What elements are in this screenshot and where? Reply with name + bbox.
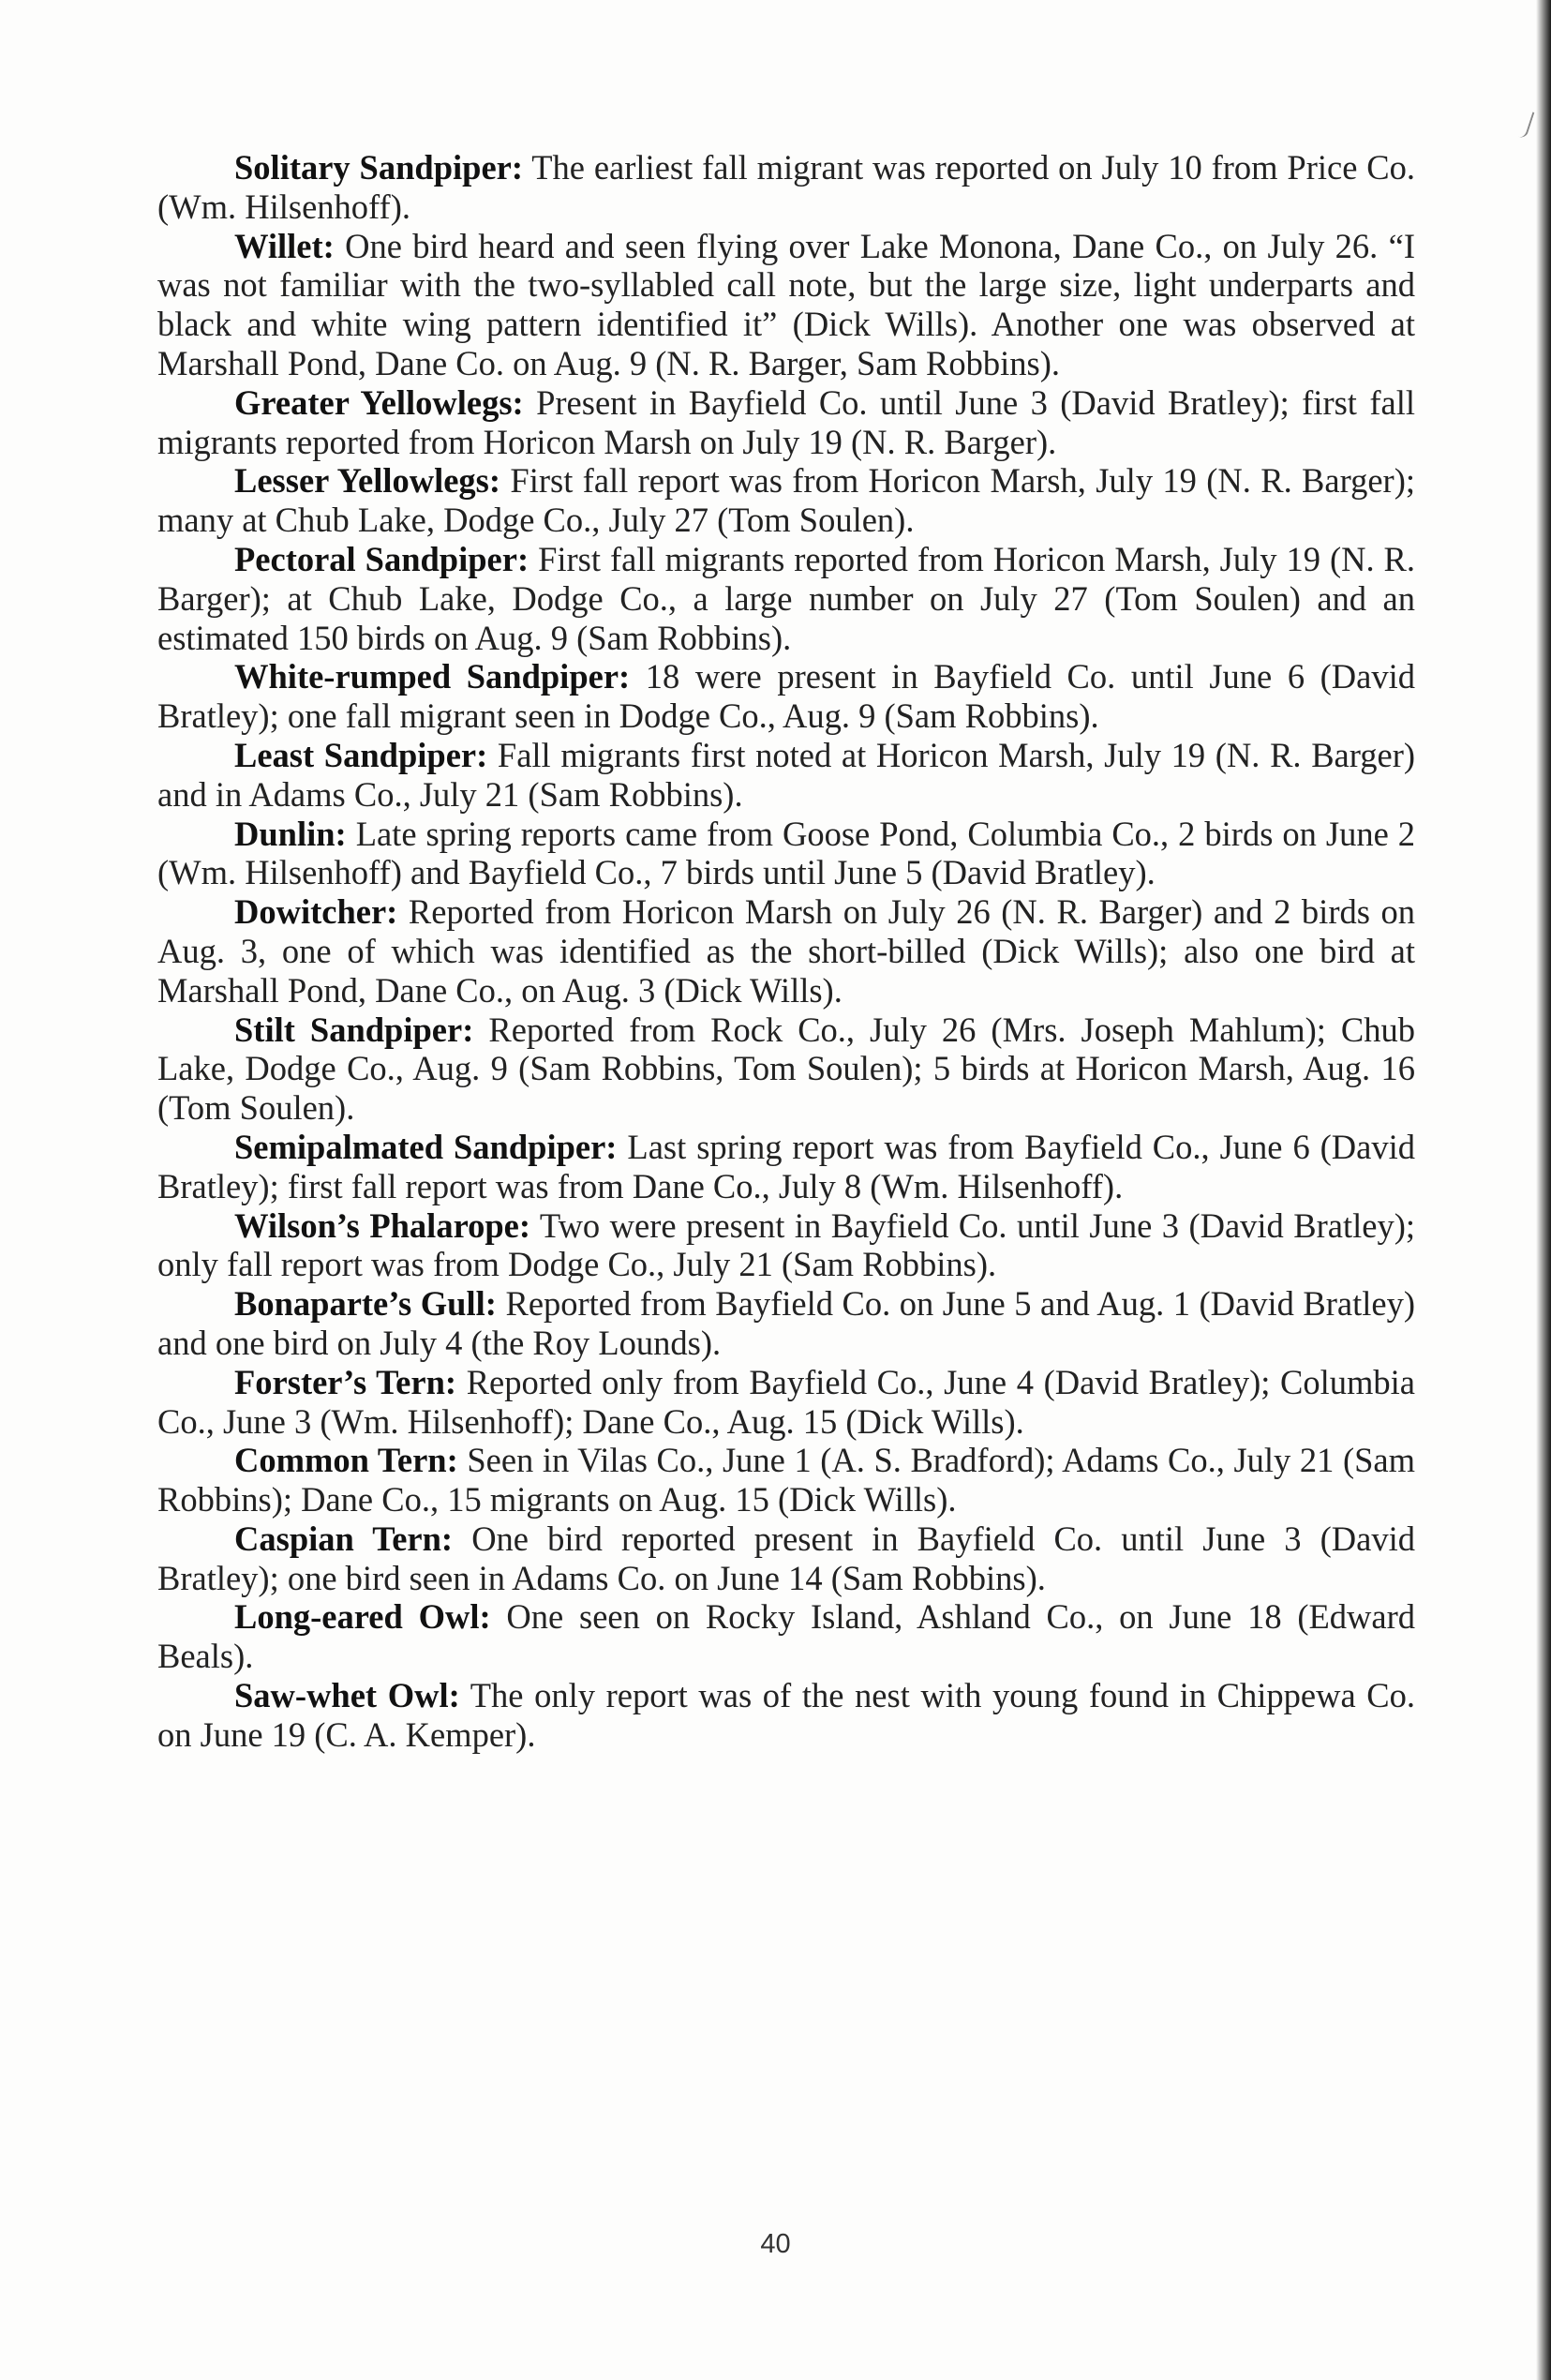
page-edge-mark xyxy=(1519,110,1535,139)
entry-white-rumped-sandpiper xyxy=(157,657,1415,736)
species-name: Willet: xyxy=(234,226,335,265)
entry-text: One bird reported present in Bayfield Co. until June 3 (David Bratley); one bird seen in Adams Co. on June 14 (Sam Robbins). xyxy=(157,1519,1416,1597)
entry-text: Fall migrants first noted at Horicon Marsh, July 19 (N. R. Barger) and in Adams Co., July 21 (Sam Robbins). xyxy=(157,735,1415,814)
species-name: Pectoral Sandpiper: xyxy=(234,539,529,578)
species-name: Dowitcher: xyxy=(234,892,398,932)
entry-text: Present in Bayfield Co. until June 3 (David Bratley); first fall migrants reported from Horicon Marsh on July 19 (N. R. Barger). xyxy=(157,382,1415,461)
entry-dowitcher xyxy=(157,892,1415,1010)
species-name: White-rumped Sandpiper: xyxy=(234,657,631,696)
entry-greater-yellowlegs xyxy=(157,383,1415,462)
entry-text: One bird heard and seen flying over Lake Monona, Dane Co., on July 26. “I was not familiar with the two-syllabled call note, but the large size, light underparts and black and white wing pattern identified it” (Dick Wills). Another one was observed at Marshall Pond, Dane Co. on Aug. 9 (N. R. Barger, Sam Robbins). xyxy=(157,226,1416,382)
species-name: Solitary Sandpiper: xyxy=(234,148,524,187)
species-name: Bonaparte’s Gull: xyxy=(234,1284,497,1324)
field-notes-body xyxy=(157,148,1415,1755)
species-name: Lesser Yellowlegs: xyxy=(234,461,501,501)
species-name: Caspian Tern: xyxy=(234,1519,454,1558)
page-edge-shadow xyxy=(1536,0,1551,2380)
entry-stilt-sandpiper xyxy=(157,1010,1415,1128)
entry-text: Reported from Horicon Marsh on July 26 (N. R. Barger) and 2 birds on Aug. 3, one of which was identified as the short-billed (Dick Wills); also one bird at Marshall Pond, Dane Co., on Aug. 3 (Dick Wills). xyxy=(157,892,1415,1010)
entry-solitary-sandpiper xyxy=(157,148,1415,227)
entry-text: Reported from Rock Co., July 26 (Mrs. Joseph Mahlum); Chub Lake, Dodge Co., Aug. 9 (Sam Robbins, Tom Soulen); 5 birds at Horicon Marsh, Aug. 16 (Tom Soulen). xyxy=(157,1010,1415,1128)
entry-caspian-tern xyxy=(157,1519,1415,1598)
entry-bonapartes-gull xyxy=(157,1284,1415,1363)
entry-least-sandpiper xyxy=(157,736,1415,815)
entry-forsters-tern xyxy=(157,1363,1415,1442)
species-name: Stilt Sandpiper: xyxy=(234,1010,474,1049)
species-name: Semipalmated Sandpiper: xyxy=(234,1127,618,1166)
entry-dunlin xyxy=(157,815,1415,893)
entry-text: Late spring reports came from Goose Pond, Columbia Co., 2 birds on June 2 (Wm. Hilsenhoff) and Bayfield Co., 7 birds until June 5 (David Bratley). xyxy=(157,814,1415,892)
species-name: Dunlin: xyxy=(234,814,347,853)
entry-text: First fall report was from Horicon Marsh, July 19 (N. R. Barger); many at Chub Lake, Dodge Co., July 27 (Tom Soulen). xyxy=(157,461,1415,540)
page-number: 40 xyxy=(760,2229,791,2259)
species-name: Long-eared Owl: xyxy=(234,1597,491,1637)
species-name: Wilson’s Phalarope: xyxy=(234,1205,531,1245)
entry-text: Last spring report was from Bayfield Co., June 6 (David Bratley); first fall report was from Dane Co., July 8 (Wm. Hilsenhoff). xyxy=(157,1127,1416,1205)
entry-semipalmated-sandpiper xyxy=(157,1128,1415,1206)
species-name: Saw-whet Owl: xyxy=(234,1676,460,1715)
entry-text: Reported from Bayfield Co. on June 5 and Aug. 1 (David Bratley) and one bird on July 4 (the Roy Lounds). xyxy=(157,1284,1416,1362)
entry-text: One seen on Rocky Island, Ashland Co., on June 18 (Edward Beals). xyxy=(157,1597,1416,1676)
species-name: Least Sandpiper: xyxy=(234,735,488,774)
entry-willet xyxy=(157,227,1415,383)
entry-wilsons-phalarope xyxy=(157,1206,1415,1285)
entry-pectoral-sandpiper xyxy=(157,540,1415,657)
species-name: Forster’s Tern: xyxy=(234,1362,457,1401)
species-name: Common Tern: xyxy=(234,1441,458,1480)
entry-text: The earliest fall migrant was reported on July 10 from Price Co. (Wm. Hilsenhoff). xyxy=(157,148,1416,226)
entry-lesser-yellowlegs xyxy=(157,461,1415,540)
entry-text: Two were present in Bayfield Co. until June 3 (David Bratley); only fall report was from Dodge Co., July 21 (Sam Robbins). xyxy=(157,1205,1415,1284)
entry-text: First fall migrants reported from Horicon Marsh, July 19 (N. R. Barger); at Chub Lake, Dodge Co., a large number on July 27 (Tom Soulen) and an estimated 150 birds on Aug. 9 (Sam Robbins). xyxy=(157,539,1416,657)
entry-text: Seen in Vilas Co., June 1 (A. S. Bradford); Adams Co., July 21 (Sam Robbins); Dane Co., 15 migrants on Aug. 15 (Dick Wills). xyxy=(157,1441,1415,1519)
entry-text: Reported only from Bayfield Co., June 4 (David Bratley); Columbia Co., June 3 (Wm. Hilsenhoff); Dane Co., Aug. 15 (Dick Wills). xyxy=(157,1362,1416,1441)
entry-long-eared-owl xyxy=(157,1597,1415,1676)
entry-saw-whet-owl xyxy=(157,1676,1415,1755)
entry-text: The only report was of the nest with young found in Chippewa Co. on June 19 (C. A. Kemper). xyxy=(157,1676,1416,1754)
entry-common-tern xyxy=(157,1441,1415,1519)
entry-text: 18 were present in Bayfield Co. until June 6 (David Bratley); one fall migrant seen in Dodge Co., Aug. 9 (Sam Robbins). xyxy=(157,657,1415,736)
species-name: Greater Yellowlegs: xyxy=(234,382,524,422)
